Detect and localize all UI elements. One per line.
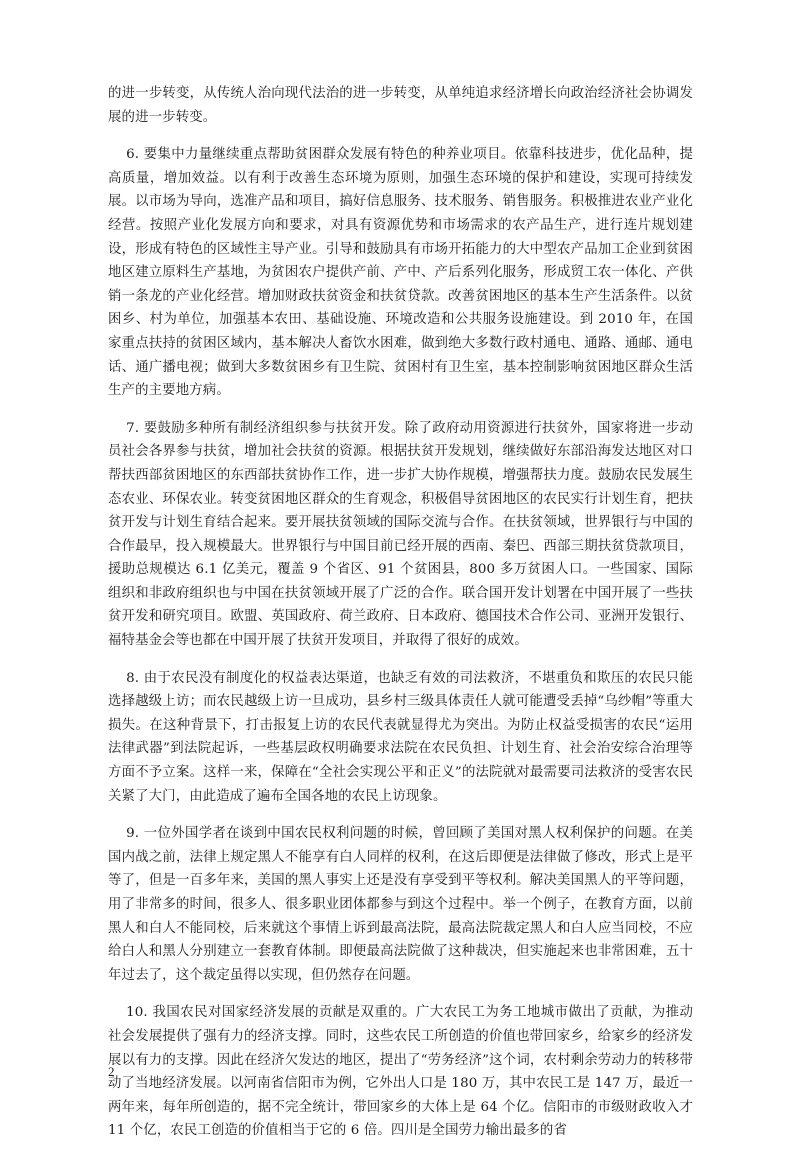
page-number: 2 [108, 1064, 115, 1079]
paragraph-8: 8. 由于农民没有制度化的权益表达渠道，也缺乏有效的司法救济，不堪重负和欺压的农民只能选择越级上访；而农民越级上访一旦成功，县乡村三级具体责任人就可能遭受丢掉“乌纱帽”等重大损失。在这种背景下，打击报复上访的农民代表就显得尤为突出。为防止权益受损害的农民“运用法律武器”到法院起诉，一些基层政权明确要求法院在农民负担、计划生育、社会治安综合治理等方面不予立案。这样一来，保障在“全社会实现公平和正义”的法院就对最需要司法救济的受害农民关紧了大门，由此造成了遍布全国各地的农民上访现象。 [108, 670, 693, 804]
document-body [108, 82, 693, 1157]
paragraph-continuation: 的进一步转变，从传统人治向现代法治的进一步转变，从单纯追求经济增长向政治经济社会协调发展的进一步转变。 [108, 86, 693, 125]
paragraph-9: 9. 一位外国学者在谈到中国农民权利问题的时候，曾回顾了美国对黑人权利保护的问题。在美国内战之前，法律上规定黑人不能享有白人同样的权利，在这后即便是法律做了修改，形式上是平等了，但是一百多年来，美国的黑人事实上还是没有享受到平等权利。解决美国黑人的平等问题，用了非常多的时间，很多人、很多职业团体都参与到这个过程中。举一个例子，在教育方面，以前黑人和白人不能同校，后来就这个事情上诉到最高法院，最高法院裁定黑人和白人应当同校，不应给白人和黑人分别建立一套教育体制。即便最高法院做了这种裁决，但实施起来也非常困难，五十年过去了，这个裁定虽得以实现，但仍然存在问题。 [108, 826, 693, 983]
paragraph-6: 6. 要集中力量继续重点帮助贫困群众发展有特色的种养业项目。依靠科技进步，优化品种，提高质量，增加效益。以有利于改善生态环境为原则，加强生态环境的保护和建设，实现可持续发展。以市场为导向，选准产品和项目，搞好信息服务、技术服务、销售服务。积极推进农业产业化经营。按照产业化发展方向和要求，对具有资源优势和市场需求的农产品生产，进行连片规划建设，形成有特色的区域性主导产业。引导和鼓励具有市场开拓能力的大中型农产品加工企业到贫困地区建立原料生产基地，为贫困农户提供产前、产中、产后系列化服务，形成贸工农一体化、产供销一条龙的产业化经营。增加财政扶贫资金和扶贫贷款。改善贫困地区的基本生产生活条件。以贫困乡、村为单位，加强基本农田、基础设施、环境改造和公共服务设施建设。到 2010 年，在国家重点扶持的贫困区域内，基本解决人畜饮水困难，做到绝大多数行政村通电、通路、通邮、通电话、通广播电视；做到大多数贫困乡有卫生院、贫困村有卫生室，基本控制影响贫困地区群众生活生产的主要地方病。 [108, 147, 693, 399]
paragraph-10: 10. 我国农民对国家经济发展的贡献是双重的。广大农民工为务工地城市做出了贡献，为推动社会发展提供了强有力的经济支撑。同时，这些农民工所创造的价值也带回家乡，给家乡的经济发展以有力的支撑。因此在经济欠发达的地区，提出了“劳务经济”这个词，农村剩余劳动力的转移带动了当地经济发展。以河南省信阳市为例，它外出人口是 180 万，其中农民工是 147 万，最近一两年来，每年所创造的，据不完全统计，带回家乡的大体上是 64 个亿。信阳市的市级财政收入才 11 个亿，农民工创造的价值相当于它的 6 倍。四川是全国劳力输出最多的省 [108, 1005, 693, 1139]
paragraph-7: 7. 要鼓励多种所有制经济组织参与扶贫开发。除了政府动用资源进行扶贫外，国家将进一步动员社会各界参与扶贫，增加社会扶贫的资源。根据扶贫开发规划，继续做好东部沿海发达地区对口帮扶西部贫困地区的东西部扶贫协作工作，进一步扩大协作规模，增强帮扶力度。鼓励农民发展生态农业、环保农业。转变贫困地区群众的生育观念，积极倡导贫困地区的农民实行计划生育，把扶贫开发与计划生育结合起来。要开展扶贫领域的国际交流与合作。在扶贫领域，世界银行与中国的合作最早，投入规模最大。世界银行与中国目前已经开展的西南、秦巴、西部三期扶贫贷款项目，援助总规模达 6.1 亿美元，覆盖 9 个省区、91 个贫困县，800 多万贫困人口。一些国家、国际组织和非政府组织也与中国在扶贫领域开展了广泛的合作。联合国开发计划署在中国开展了一些扶贫开发和研究项目。欧盟、英国政府、荷兰政府、日本政府、德国技术合作公司、亚洲开发银行、福特基金会等也都在中国开展了扶贫开发项目，并取得了很好的成效。 [108, 420, 693, 649]
